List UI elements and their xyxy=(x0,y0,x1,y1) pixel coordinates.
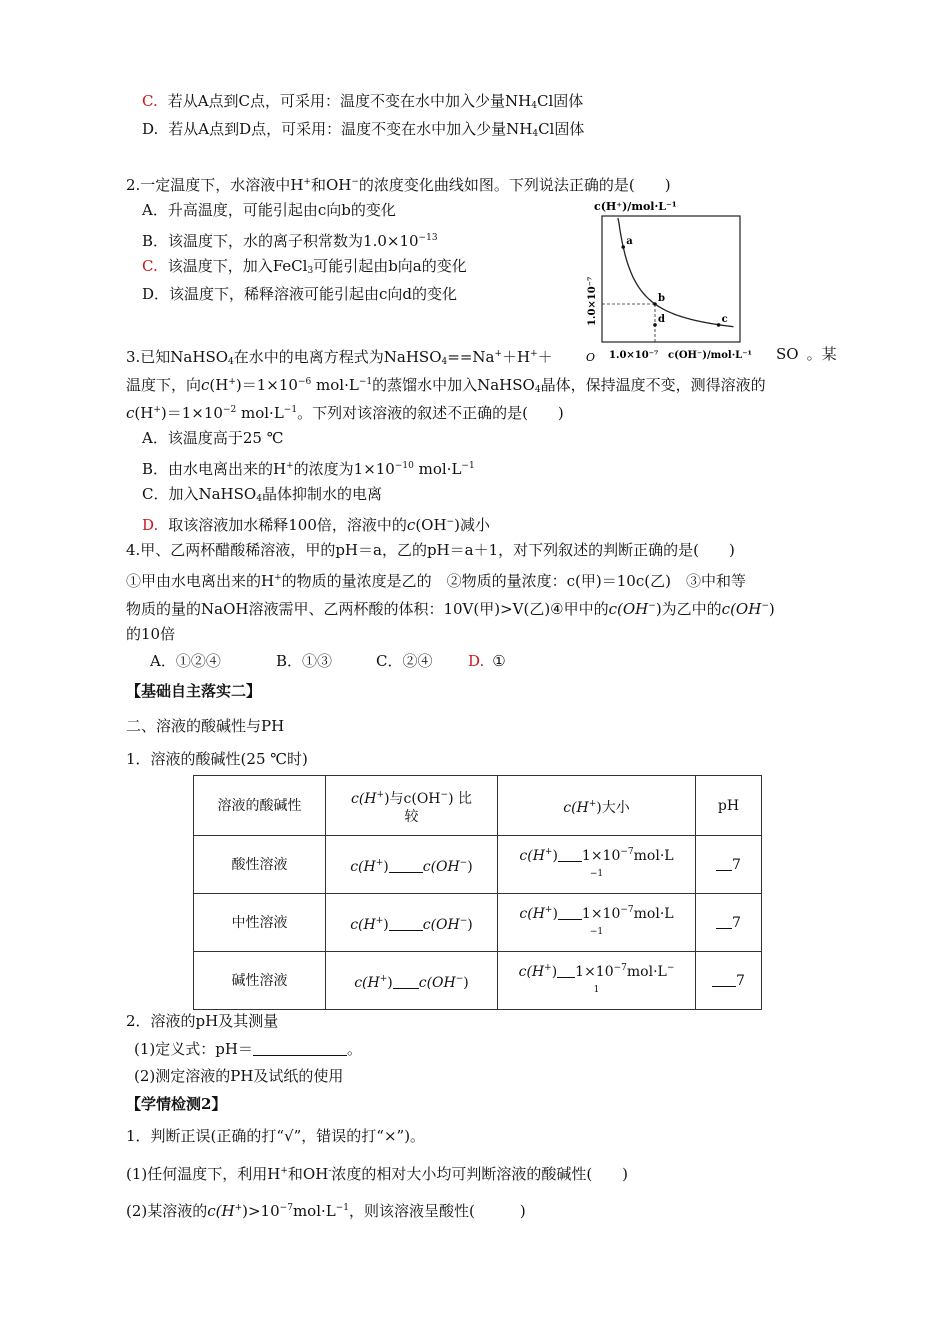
chart-xlabel: c(OH⁻)/mol·L⁻¹ xyxy=(668,350,752,361)
q4-option-c: C．②④ xyxy=(376,652,433,670)
q3-line3: $c(H^+)=1\times 10^{-2}$ $mol\cdot L^{-1}$。下列对该溶液的叙述不正确的是( ) xyxy=(126,404,564,422)
table-row xyxy=(194,894,762,952)
blank[interactable] xyxy=(389,916,423,931)
q3-line1-tail: SO 。某 xyxy=(776,345,837,363)
ph-measure: (2)测定溶液的PH及试纸的使用 xyxy=(134,1067,344,1085)
chart-point-b xyxy=(653,302,657,306)
water-ion-product-chart xyxy=(588,198,768,362)
ph-definition: (1)定义式：pH＝ 。 xyxy=(134,1040,362,1058)
q3-line1: 3.已知NaHSO$_4$在水中的电离方程式为NaHSO$_4$==Na+＋H+＋ xyxy=(126,348,553,367)
chart-frame xyxy=(602,216,740,342)
table-row xyxy=(194,952,762,1010)
chart-ytick: 1.0×10⁻⁷ xyxy=(587,276,598,326)
q3-option-b: B．由水电离出来的H+的浓度为$1\times 10^{-10}$ $mol\cdot L^{-1}$ xyxy=(142,460,475,478)
section2-sub2: 2．溶液的pH及其测量 xyxy=(126,1012,279,1030)
blank[interactable] xyxy=(558,905,582,920)
q3-line2: 温度下，向$c(H^+)=1\times 10^{-6}$ $mol\cdot L^{-1}$的蒸馏水中加入NaHSO$_4$晶体，保持温度不变，测得溶液的 xyxy=(126,376,766,395)
table-cell-ph: 7 xyxy=(696,952,762,1010)
q2-option-a: A．升高温度，可能引起由c向b的变化 xyxy=(142,201,396,219)
q4-line2: ①甲由水电离出来的H+的物质的量浓度是乙的 ②物质的量浓度：c(甲)＝10c(乙) ③中和等 xyxy=(126,572,746,590)
table-header-col1: 溶液的酸碱性 xyxy=(194,776,326,836)
acidity-table xyxy=(193,775,762,1010)
blank[interactable] xyxy=(558,847,582,862)
chart-point-label-c: c xyxy=(721,313,728,325)
q2-option-d: D．该温度下，稀释溶液可能引起由c向d的变化 xyxy=(142,285,458,303)
q4-option-d: D. ① xyxy=(468,652,506,670)
q3-option-d: D. 取该溶液加水稀释100倍，溶液中的c(OH−)减小 xyxy=(142,516,490,534)
chart-ylabel: c(H⁺)/mol·L⁻¹ xyxy=(594,200,677,213)
q3-option-c: C．加入NaHSO$_4$晶体抑制水的电离 xyxy=(142,485,382,504)
section2-sub1: 1．溶液的酸碱性(25 ℃时) xyxy=(126,750,308,768)
table-header-col2: c(H+)与c(OH−) 比 较 xyxy=(326,776,498,836)
table-cell-ph: 7 xyxy=(696,836,762,894)
q4-option-a: A．①②④ xyxy=(150,652,221,670)
q4-stem: 4.甲、乙两杯醋酸稀溶液，甲的pH＝a，乙的pH＝a＋1，对下列叙述的判断正确的是( ) xyxy=(126,541,735,559)
chart-point-d xyxy=(653,323,657,327)
chart-point-c xyxy=(717,323,721,327)
q4-line4: 的10倍 xyxy=(126,625,176,643)
blank[interactable] xyxy=(716,914,732,929)
table-cell-type: 中性溶液 xyxy=(194,894,326,952)
check2-item1: (1)任何温度下，利用H+和OH-浓度的相对大小均可判断溶液的酸碱性( ) xyxy=(126,1165,629,1183)
table-cell-compare: c(H+) c(OH−) xyxy=(326,952,498,1010)
chart-curve xyxy=(618,218,734,327)
table-cell-size: c(H+) $1\times 10^{-7}mol\cdot L$ $^{-1}$ xyxy=(498,894,696,952)
check2-heading: 【学情检测2】 xyxy=(126,1095,227,1113)
table-header-row xyxy=(194,776,762,836)
check2-item2: (2)某溶液的$c(H^+)>10^{-7}mol\cdot L^{-1}$，则该溶液呈酸性( ) xyxy=(126,1202,526,1220)
q2-stem: 2.一定温度下，水溶液中H+和OH−的浓度变化曲线如图。下列说法正确的是( ) xyxy=(126,176,671,194)
blank[interactable] xyxy=(389,858,423,873)
q1-option-c: C. 若从A点到C点，可采用：温度不变在水中加入少量$NH_4Cl$固体 xyxy=(142,92,584,111)
table-cell-compare: c(H+) c(OH−) xyxy=(326,836,498,894)
table-cell-type: 碱性溶液 xyxy=(194,952,326,1010)
table-cell-size: c(H+) $1\times 10^{-7}mol\cdot L^-$ $^1$ xyxy=(498,952,696,1010)
blank[interactable] xyxy=(557,963,575,978)
blank[interactable] xyxy=(712,972,736,987)
table-cell-compare: c(H+) c(OH−) xyxy=(326,894,498,952)
chart-point-a xyxy=(621,245,625,249)
blank[interactable] xyxy=(716,856,732,871)
blank[interactable] xyxy=(253,1041,347,1056)
chart-origin: O xyxy=(586,351,596,364)
table-row xyxy=(194,836,762,894)
check2-q1: 1．判断正误(正确的打“√”，错误的打“×”)。 xyxy=(126,1127,426,1145)
q4-option-b: B．①③ xyxy=(276,652,333,670)
q3-option-a: A．该温度高于25 ℃ xyxy=(142,429,284,447)
chart-point-label-a: a xyxy=(626,236,633,247)
q2-option-c: C. 该温度下，加入FeCl$_3$可能引起由b向a的变化 xyxy=(142,257,467,276)
section2-title: 二、溶液的酸碱性与PH xyxy=(126,717,285,735)
chart-point-label-d: d xyxy=(658,313,665,325)
q2-option-b: B．该温度下，水的离子积常数为$1.0\times 10^{-13}$ xyxy=(142,232,438,250)
q1-option-d: D. 若从A点到D点，可采用：温度不变在水中加入少量$NH_4Cl$固体 xyxy=(142,120,585,139)
table-header-col3: c(H+)大小 xyxy=(498,776,696,836)
table-cell-size: c(H+) $1\times 10^{-7}mol\cdot L$ $^{-1}$ xyxy=(498,836,696,894)
q4-line3: 物质的量的NaOH溶液需甲、乙两杯酸的体积：10V(甲)>V(乙)④甲中的c(OH−)为乙中的c(OH−) xyxy=(126,600,775,618)
chart-xtick: 1.0×10⁻⁷ xyxy=(609,350,659,361)
section2-heading: 【基础自主落实二】 xyxy=(126,682,262,700)
table-header-col4: pH xyxy=(696,776,762,836)
table-cell-ph: 7 xyxy=(696,894,762,952)
chart-point-label-b: b xyxy=(658,293,665,304)
table-cell-type: 酸性溶液 xyxy=(194,836,326,894)
blank[interactable] xyxy=(393,974,419,989)
